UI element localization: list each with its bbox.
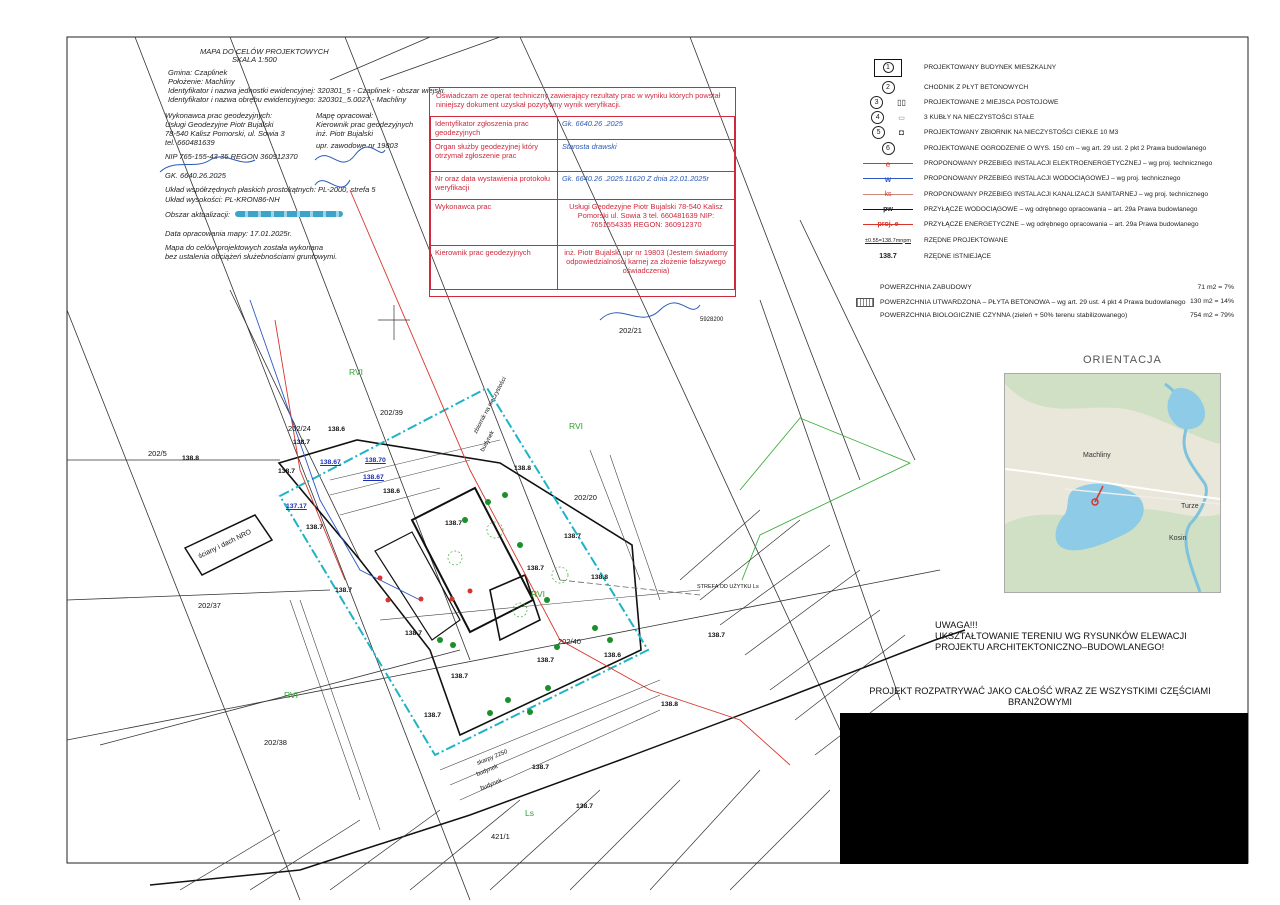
contractor-line-2: Usługi Geodezyjne Piotr Bujalski xyxy=(165,120,274,129)
elevation-label: 138.7 xyxy=(527,565,545,572)
budynek-label: budynek xyxy=(480,429,496,453)
map-date: Data opracowania mapy: 17.01.2025r. xyxy=(165,229,292,238)
author-line-1: Mapę opracował: xyxy=(316,111,374,120)
stamp-statement: Oświadczam ze operat techniczny zawierający rezultaty prac w wyniku których powstał niniejszy dokument uzyskał pozytywny wynik weryfikacji. xyxy=(436,91,721,109)
legend-item-8 xyxy=(858,171,1180,186)
orientation-map xyxy=(1004,373,1221,593)
area-label-3: POWERZCHNIA BIOLOGICZNIE CZYNNA (zieleń + 50% terenu stabilizowanego) xyxy=(880,312,1128,319)
parcel-label: 202/24 xyxy=(288,424,311,433)
elevation-label: 138.8 xyxy=(514,465,532,472)
stamp-table xyxy=(430,116,735,290)
place-turze: Turze xyxy=(1181,503,1199,510)
author-line-3: inż. Piotr Bujalski xyxy=(316,129,374,138)
tank-icon: ◘ xyxy=(899,128,904,137)
legend-symbol-1: 1 xyxy=(883,62,894,73)
project-note xyxy=(840,686,1240,708)
stamp-row-1-label: Identyfikator zgłoszenia prac geodezyjnych xyxy=(431,117,558,140)
elevation-label: 138.7 xyxy=(532,764,550,771)
legend-symbol-12: ±0.55=138.7mnpm xyxy=(865,237,911,244)
elevation-label: 138.7 xyxy=(293,439,311,446)
stamp-row-5-value: inż. Piotr Bujalski upr nr 19803 (Jestem świadomy odpowiedzialności karnej za złożenie fałszywego oświadczenia) xyxy=(558,246,735,290)
legend-label-8: PROPONOWANY PRZEBIEG INSTALACJI WODOCIĄGOWEJ – wg proj. technicznego xyxy=(924,175,1181,182)
note-line-2: bez ustalenia obciążeń służebnościami gruntowymi. xyxy=(165,252,338,261)
legend-symbol-9: ks xyxy=(884,191,892,198)
legend-item-9 xyxy=(858,187,1208,202)
construction-zone xyxy=(280,388,648,755)
skarpy-label: skarpy 2250 xyxy=(476,749,509,767)
area-row-1 xyxy=(880,284,1234,291)
elevation-label: 138.7 xyxy=(576,803,594,810)
legend-item-12 xyxy=(858,233,1008,248)
legend-symbol-8: w xyxy=(884,175,892,184)
update-area-swatch xyxy=(235,211,343,217)
land-class-label: RVI xyxy=(349,367,364,377)
legend-item-5 xyxy=(858,125,1118,140)
project-line-2: BRANŻOWYMI xyxy=(1007,697,1073,707)
elevation-label: 138.7 xyxy=(335,587,353,594)
area-label-1: POWERZCHNIA ZABUDOWY xyxy=(880,284,972,291)
elevation-label: 138.7 xyxy=(564,533,582,540)
author-line-2: Kierownik prac geodezyjnych xyxy=(316,120,414,129)
stamp-row-4-value: Usługi Geodezyjne Piotr Bujalski 78-540 Kalisz Pomorski ul. Sowia 3 tel. 660481639 NIP: 7651554335 REGON: 360912370 xyxy=(558,200,735,246)
elevation-label: 138.7 xyxy=(405,630,423,637)
parking-icon: ▯▯ xyxy=(897,98,906,107)
elevation-label: 138.7 xyxy=(424,712,442,719)
area-value-3: 754 m2 = 79% xyxy=(1189,312,1234,319)
legend-label-7: PROPONOWANY PRZEBIEG INSTALACJI ELEKTROENERGETYCZNEJ – wg proj. technicznego xyxy=(924,160,1213,167)
legend-item-10 xyxy=(858,202,1197,217)
contractor-line-3: 78-540 Kalisz Pomorski, ul. Sowia 3 xyxy=(165,129,285,138)
budynek-dim-label: budynek xyxy=(475,763,499,779)
author-line-4: upr. zawodowe nr 19803 xyxy=(316,141,398,150)
contractor-line-5: NIP 765-155-43-35 REGON 360912370 xyxy=(165,152,298,161)
elevation-label: 138.7 xyxy=(445,520,463,527)
area-value-1: 71 m2 = 7% xyxy=(1197,284,1234,291)
elevation-label: 138.7 xyxy=(278,468,296,475)
stamp-row-3-value: Gk. 6640.26 .2025.11620 Z dnia 22.01.2025r xyxy=(558,172,735,200)
coord-system: Układ współrzędnych płaskich prostokątnych: PL-2000, strefa 5 xyxy=(165,185,376,194)
orientation-title: ORIENTACJA xyxy=(1083,354,1162,366)
legend-symbol-11: proj. e xyxy=(877,221,899,228)
elevation-label: 138.6 xyxy=(328,426,346,433)
gk-number: GK. 6640.26.2025 xyxy=(165,171,226,180)
legend-symbol-7: e xyxy=(885,160,891,169)
elevation-label: 138.6 xyxy=(383,488,401,495)
parcel-label: 202/5 xyxy=(148,449,167,458)
legend-symbol-5: 5 xyxy=(872,126,885,139)
legend-item-7 xyxy=(858,156,1212,171)
place-machliny: Machliny xyxy=(1083,452,1111,459)
map-title: MAPA DO CELÓW PROJEKTOWYCH xyxy=(200,47,329,56)
legend-label-2: CHODNIK Z PŁYT BETONOWYCH xyxy=(924,84,1029,91)
legend-item-3 xyxy=(858,95,1058,110)
stamp-row-5-label: Kierownik prac geodezyjnych xyxy=(431,246,558,290)
warning-line-1: UWAGA!!! xyxy=(935,620,978,630)
budynek-dim-label: budynek xyxy=(479,777,503,793)
place-kosin: Kosin xyxy=(1169,535,1187,542)
update-area-label: Obszar aktualizacji: xyxy=(165,210,231,219)
legend-label-13: RZĘDNE ISTNIEJĄCE xyxy=(924,253,992,260)
header-line-4: Identyfikator i nazwa obrębu ewidencyjnego: 320301_5.0027 - Machliny xyxy=(168,95,407,104)
parcel-label: 202/20 xyxy=(574,493,597,502)
elevation-label: 138.8 xyxy=(182,455,200,462)
elevation-label: 138.7 xyxy=(537,657,555,664)
elevation-label: 138.7 xyxy=(708,632,726,639)
stamp-row-1-value: Gk. 6640.26 .2025 xyxy=(558,117,735,140)
area-value-2: 130 m2 = 14% xyxy=(1189,298,1234,305)
legend-symbol-4: 4 xyxy=(871,111,884,124)
elevation-label: 138.7 xyxy=(306,524,324,531)
verification-stamp xyxy=(429,87,736,297)
legend-label-9: PROPONOWANY PRZEBIEG INSTALACJI KANALIZACJI SANITARNEJ – wg proj. technicznego xyxy=(924,191,1209,198)
contractor-line-1: Wykonawca prac geodezyjnych: xyxy=(165,111,273,120)
legend-item-4 xyxy=(858,110,1034,125)
legend-label-5: PROJEKTOWANY ZBIORNIK NA NIECZYSTOŚCI CIEKŁE 10 M3 xyxy=(924,129,1119,136)
legend-symbol-10: pw xyxy=(883,206,893,213)
warning-line-3: PROJEKTU ARCHITEKTONICZNO–BUDOWLANEGO! xyxy=(935,642,1165,652)
stamp-row-2-label: Organ służby geodezyjnej który otrzymał zgłoszenie prac xyxy=(431,140,558,172)
legend-label-10: PRZYŁĄCZE WODOCIĄGOWE – wg odrębnego opracowania – art. 29a Prawa budowlanego xyxy=(924,206,1198,213)
paved-area-swatch xyxy=(856,298,874,307)
area-row-2 xyxy=(856,298,1234,307)
stamp-row-3-label: Nr oraz data wystawienia protokołu weryfikacji xyxy=(431,172,558,200)
plot-boundary xyxy=(279,440,641,735)
land-class-label: RVI xyxy=(284,690,299,700)
existing-building-label: ściany i dach NRO xyxy=(197,528,253,561)
legend-item-13 xyxy=(858,249,991,264)
header-line-2: Położenie: Machliny xyxy=(168,77,235,86)
legend-item-1 xyxy=(858,60,1056,75)
area-label-2: POWERZCHNIA UTWARDZONA – PŁYTA BETONOWA – wg art. 29 ust. 4 pkt 4 Prawa budowlanego xyxy=(880,299,1186,306)
legend-symbol-6: 6 xyxy=(882,142,895,155)
elevation-label: 138.7 xyxy=(451,673,469,680)
area-row-3 xyxy=(880,312,1234,319)
elevation-label: 138.6 xyxy=(604,652,622,659)
header-line-1: Gmina: Czaplinek xyxy=(168,68,228,77)
legend-symbol-3: 3 xyxy=(870,96,883,109)
forest-border xyxy=(740,418,910,580)
project-line-1: PROJEKT ROZPATRYWAĆ JAKO CAŁOŚĆ WRAZ ZE WSZYSTKIMI CZĘŚCIAMI xyxy=(869,686,1211,696)
bins-icon: ▭ xyxy=(898,114,905,122)
warning-note xyxy=(935,620,1187,653)
height-system: Układ wysokości: PL-KRON86-NH xyxy=(165,195,280,204)
header-line-3: Identyfikator i nazwa jednostki ewidencyjnej: 320301_5 - Czaplinek - obszar wiejski xyxy=(168,86,444,95)
elevation-label: 138.8 xyxy=(591,574,609,581)
contractor-line-4: tel. 660481639 xyxy=(165,138,215,147)
projected-elevation-label: 138.67 xyxy=(320,459,341,466)
legend-item-11 xyxy=(858,217,1199,232)
projected-elevation-label: 137.17 xyxy=(286,503,307,510)
parcel-label: 202/37 xyxy=(198,601,221,610)
legend-item-6 xyxy=(858,141,1206,156)
parcel-label: 202/21 xyxy=(619,326,642,335)
stamp-row-2-value: Starosta drawski xyxy=(558,140,735,172)
projected-elevation-label: 138.67 xyxy=(363,474,384,481)
legend-label-3: PROJEKTOWANE 2 MIEJSCA POSTOJOWE xyxy=(924,99,1059,106)
land-class-label: Ls xyxy=(525,808,534,818)
parcel-label: 202/40 xyxy=(558,637,581,646)
strefa-label: STREFA OD UŻYTKU Ls xyxy=(697,584,759,590)
legend-label-1: PROJEKTOWANY BUDYNEK MIESZKALNY xyxy=(924,64,1057,71)
legend-label-4: 3 KUBŁY NA NIECZYSTOŚCI STAŁE xyxy=(924,114,1035,121)
projected-building-outline xyxy=(412,488,533,632)
legend-label-12: RZĘDNE PROJEKTOWANE xyxy=(924,237,1008,244)
parcel-label: 202/39 xyxy=(380,408,403,417)
land-class-label: RVI xyxy=(531,589,546,599)
note-line-1: Mapa do celów projektowych została wykonana xyxy=(165,243,324,252)
legend-label-6: PROJEKTOWANE OGRODZENIE O WYS. 150 cm – wg art. 29 ust. 2 pkt 2 Prawa budowlanego xyxy=(924,145,1207,152)
parcel-label: 421/1 xyxy=(491,832,510,841)
legend-symbol-13: 138.7 xyxy=(879,253,897,260)
parcel-label: 202/38 xyxy=(264,738,287,747)
stamp-row-4-label: Wykonawca prac xyxy=(431,200,558,246)
elevation-label: 138.8 xyxy=(661,701,679,708)
warning-line-2: UKSZTAŁTOWANIE TERENIU WG RYSUNKÓW ELEWACJI xyxy=(935,631,1187,641)
electric-line xyxy=(275,320,345,580)
tank-label: zbiornik na nieczystości xyxy=(473,376,508,435)
land-class-label: RVI xyxy=(569,421,584,431)
legend-symbol-2: 2 xyxy=(882,81,895,94)
map-scale: SKALA 1:500 xyxy=(232,55,277,64)
redacted-title-block xyxy=(840,713,1248,864)
grid-coordinate: 5928200 xyxy=(700,317,724,323)
legend-label-11: PRZYŁĄCZE ENERGETYCZNE – wg odrębnego opracowania – art. 29a Prawa budowlanego xyxy=(924,221,1199,228)
legend-item-2 xyxy=(858,80,1028,95)
projected-elevation-label: 138.70 xyxy=(365,457,386,464)
